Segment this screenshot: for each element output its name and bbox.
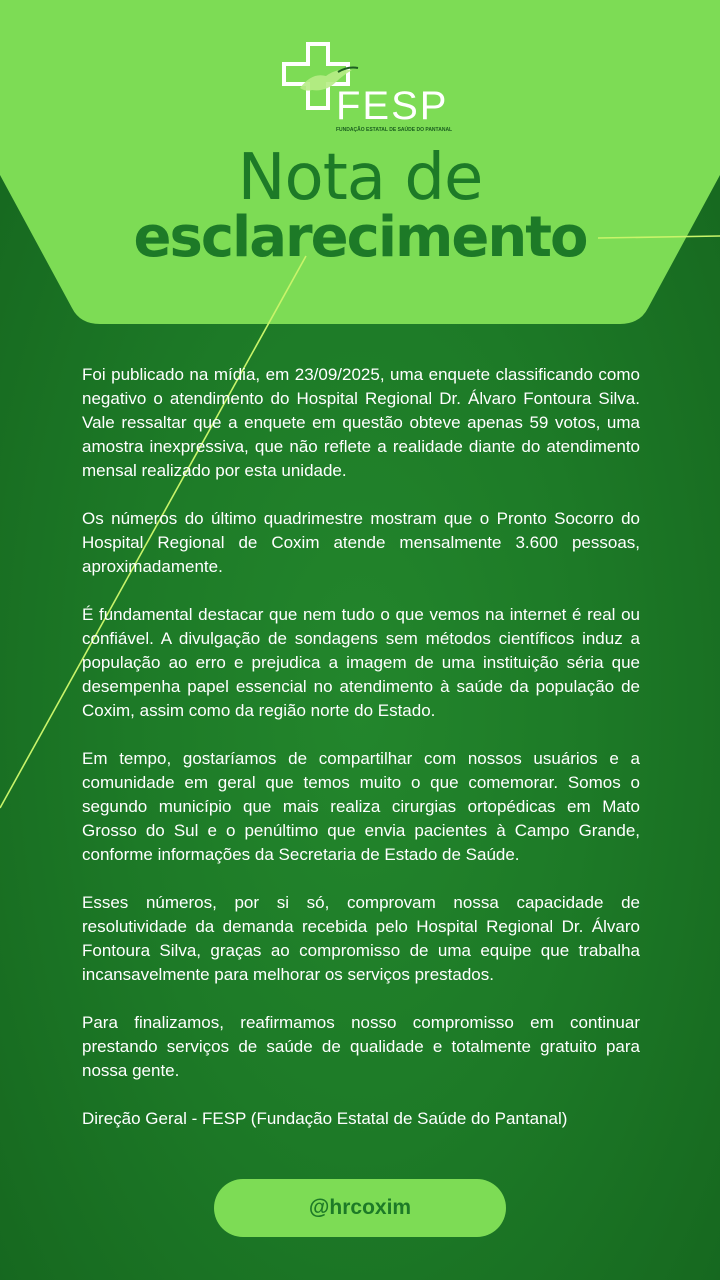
statement-body — [82, 363, 640, 1155]
paragraph-3: É fundamental destacar que nem tudo o que vemos na internet é real ou confiável. A divulgação de sondagens sem métodos científicos induz a população ao erro e prejudica a imagem de uma instituição séria que desempenha papel essencial no atendimento à saúde da população de Coxim, assim como da região norte do Estado. — [82, 605, 640, 720]
signature: Direção Geral - FESP (Fundação Estatal de Saúde do Pantanal) — [82, 1109, 568, 1128]
paragraph-4: Em tempo, gostaríamos de compartilhar com nossos usuários e a comunidade em geral que temos muito o que comemorar. Somos o segundo município que mais realiza cirurgias ortopédicas em Mato Grosso do Sul e o penúltimo que envia pacientes à Campo Grande, conforme informações da Secretaria de Estado de Saúde. — [82, 749, 640, 864]
paragraph-1: Foi publicado na mídia, em 23/09/2025, uma enquete classificando como negativo o atendimento do Hospital Regional Dr. Álvaro Fontoura Silva. Vale ressaltar que a enquete em questão obteve apenas 59 votos, uma amostra inexpressiva, que não reflete a realidade diante do atendimento mensal realizado por esta unidade. — [82, 365, 640, 480]
fesp-logo — [282, 42, 453, 137]
logo-name: FESP — [336, 84, 449, 128]
logo-subtitle: FUNDAÇÃO ESTATAL DE SAÚDE DO PANTANAL — [336, 127, 453, 133]
paragraph-6: Para finalizamos, reafirmamos nosso compromisso em continuar prestando serviços de saúde de qualidade e totalmente gratuito para nossa gente. — [82, 1013, 640, 1080]
social-handle-button[interactable]: @hrcoxim — [214, 1179, 506, 1237]
paragraph-2: Os números do último quadrimestre mostram que o Pronto Socorro do Hospital Regional de Coxim atende mensalmente 3.600 pessoas, aproximadamente. — [82, 509, 640, 576]
title-line-2: esclarecimento — [133, 205, 587, 270]
paragraph-5: Esses números, por si só, comprovam nossa capacidade de resolutividade da demanda recebida pelo Hospital Regional Dr. Álvaro Fontoura Silva, graças ao compromisso de uma equipe que trabalha incansavelmente para melhorar os serviços prestados. — [82, 893, 640, 984]
title-line-1: Nota de — [237, 141, 483, 215]
